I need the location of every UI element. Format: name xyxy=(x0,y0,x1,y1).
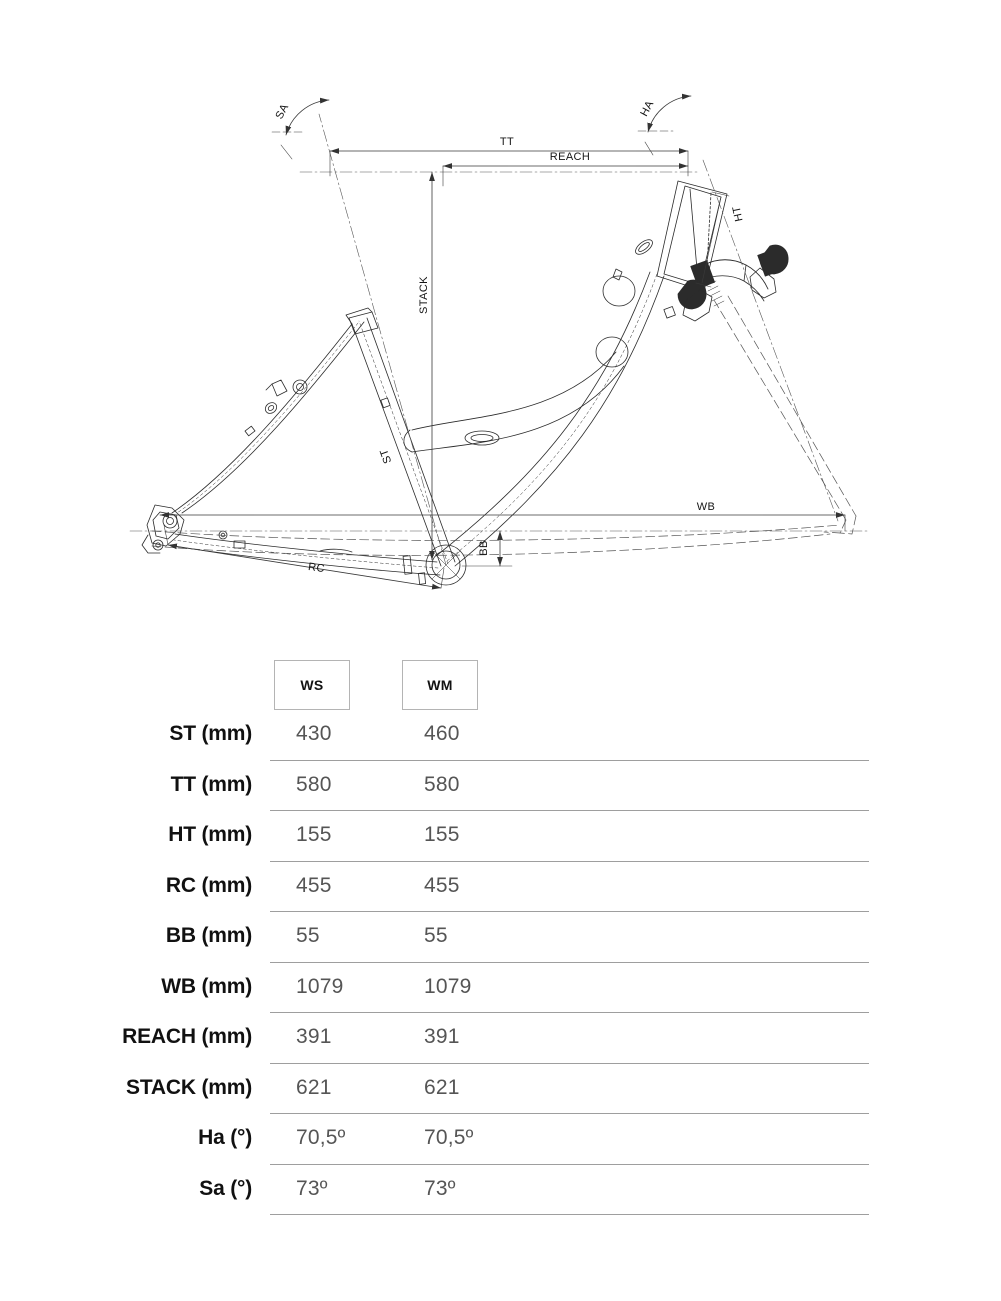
row-label-ha: Ha (°) xyxy=(198,1126,252,1149)
table-row xyxy=(0,1165,1001,1216)
dim-label-sa: SA xyxy=(273,101,292,122)
row-value-st-wm: 460 xyxy=(424,722,460,745)
dim-label-tt: TT xyxy=(499,136,515,148)
row-value-ha-ws: 70,5º xyxy=(296,1126,346,1149)
row-value-rc-ws: 455 xyxy=(296,873,332,897)
brake-caliper-assembly xyxy=(678,245,788,321)
table-row xyxy=(0,862,1001,913)
table-row xyxy=(0,912,1001,963)
row-value-wb-ws: 1079 xyxy=(296,974,344,998)
row-value-tt-ws: 580 xyxy=(296,772,332,796)
dim-label-ht: HT xyxy=(730,204,746,223)
geometry-table xyxy=(0,648,1001,1215)
size-header-wm-label: WM xyxy=(427,677,453,693)
row-label-st: ST (mm) xyxy=(169,722,252,745)
row-label-ht: HT (mm) xyxy=(168,823,252,846)
dimension-lines xyxy=(160,96,845,588)
row-value-sa-wm: 73º xyxy=(424,1176,456,1200)
row-label-bb: BB (mm) xyxy=(165,924,252,947)
row-label-tt: TT (mm) xyxy=(170,772,252,796)
table-header-row xyxy=(0,648,1001,710)
row-value-tt-wm: 580 xyxy=(424,772,460,796)
head-tube xyxy=(657,181,727,291)
downtube-circle-upper xyxy=(603,276,635,306)
table-row xyxy=(0,963,1001,1014)
row-value-ha-wm: 70,5º xyxy=(424,1126,474,1149)
dim-label-reach: REACH xyxy=(549,151,591,163)
toptube-decal xyxy=(465,431,499,445)
dropout-axle xyxy=(163,514,177,528)
dim-label-wb: WB xyxy=(696,501,716,513)
frame-tubes xyxy=(142,181,788,585)
table-row xyxy=(0,1013,1001,1064)
size-header-ws[interactable] xyxy=(274,660,350,710)
row-label-sa: Sa (°) xyxy=(199,1176,252,1200)
table-row xyxy=(0,761,1001,812)
row-value-rc-wm: 455 xyxy=(424,873,460,897)
table-row xyxy=(0,1114,1001,1165)
table-row xyxy=(0,710,1001,761)
row-value-reach-ws: 391 xyxy=(296,1025,332,1048)
center-lines xyxy=(130,114,870,565)
table-row xyxy=(0,811,1001,862)
dim-label-ha: HA xyxy=(638,98,657,119)
dim-label-stack: STACK xyxy=(418,276,430,314)
dim-label-bb: BB xyxy=(478,540,490,556)
row-value-wb-wm: 1079 xyxy=(424,974,472,998)
row-value-stack-ws: 621 xyxy=(296,1075,332,1099)
row-divider xyxy=(270,1214,869,1215)
table-row xyxy=(0,1064,1001,1115)
dim-line-rc xyxy=(168,545,441,588)
row-value-bb-wm: 55 xyxy=(424,924,448,947)
dim-label-st: ST xyxy=(378,446,395,466)
downtube-decal xyxy=(613,269,622,280)
row-value-stack-wm: 621 xyxy=(424,1075,460,1099)
row-label-rc: RC (mm) xyxy=(165,873,252,897)
wheel-construction xyxy=(152,525,840,555)
size-header-wm[interactable] xyxy=(402,660,478,710)
row-value-ht-wm: 155 xyxy=(424,823,460,846)
row-label-reach: REACH (mm) xyxy=(122,1025,252,1048)
dim-label-rc: RC xyxy=(307,560,326,576)
dimension-labels xyxy=(273,98,745,575)
frame-geometry-drawing xyxy=(0,0,1001,630)
row-value-ht-ws: 155 xyxy=(296,823,332,846)
row-value-st-ws: 430 xyxy=(296,722,332,745)
row-label-wb: WB (mm) xyxy=(161,974,252,998)
row-value-reach-wm: 391 xyxy=(424,1025,460,1048)
fork-outline xyxy=(714,296,856,534)
row-value-bb-ws: 55 xyxy=(296,924,320,947)
row-value-sa-ws: 73º xyxy=(296,1176,328,1200)
size-header-ws-label: WS xyxy=(300,677,324,693)
frame-drawing-svg xyxy=(0,0,1001,630)
row-label-stack: STACK (mm) xyxy=(126,1075,252,1099)
